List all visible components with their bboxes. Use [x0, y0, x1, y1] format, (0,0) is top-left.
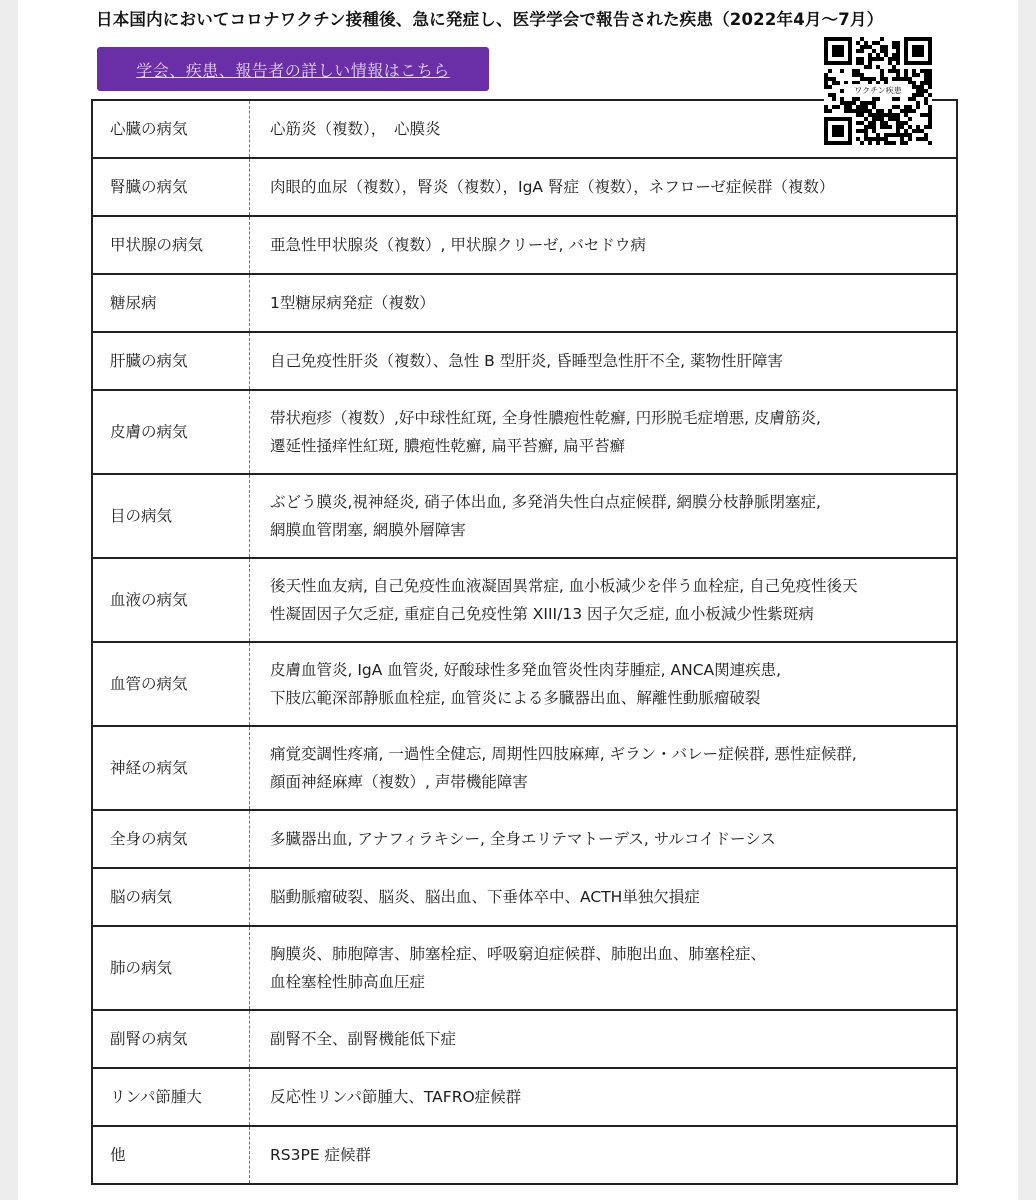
details-line: 亜急性甲状腺炎（複数）, 甲状腺クリーゼ, バセドウ病	[270, 236, 646, 254]
table-row	[92, 1010, 957, 1068]
table-row	[92, 474, 957, 558]
table-row	[92, 868, 957, 926]
table-row	[92, 558, 957, 642]
details-line: 性凝固因子欠乏症, 重症自己免疫性第 XIII/13 因子欠乏症, 血小板減少性紫斑病	[270, 605, 814, 623]
details-line: 網膜血管閉塞, 網膜外層障害	[270, 521, 466, 539]
details-cell	[250, 1068, 958, 1126]
details-cell	[250, 332, 958, 390]
details-line: 心筋炎（複数）， 心膜炎	[270, 120, 441, 138]
details-line: 反応性リンパ節腫大、TAFRO症候群	[270, 1088, 522, 1106]
table-row	[92, 274, 957, 332]
category-cell: 全身の病気	[92, 810, 250, 868]
category-cell: 血液の病気	[92, 558, 250, 642]
details-line: 顔面神経麻痺（複数）, 声帯機能障害	[270, 773, 528, 791]
table-row	[92, 1068, 957, 1126]
table-row	[92, 390, 957, 474]
details-cell	[250, 474, 958, 558]
details-line: 肉眼的血尿（複数），腎炎（複数），IgA 腎症（複数），ネフローゼ症候群（複数）	[270, 178, 835, 196]
details-line: RS3PE 症候群	[270, 1146, 372, 1164]
details-cell	[250, 926, 958, 1010]
details-cell	[250, 158, 958, 216]
details-cell	[250, 216, 958, 274]
category-cell: 副腎の病気	[92, 1010, 250, 1068]
details-cell	[250, 1126, 958, 1184]
table-row	[92, 216, 957, 274]
category-cell: リンパ節腫大	[92, 1068, 250, 1126]
page-title: 日本国内においてコロナワクチン接種後、急に発症し、医学学会で報告された疾患（2022年4月〜7月）	[96, 10, 884, 29]
qr-code[interactable]	[824, 37, 932, 145]
details-line: 痛覚変調性疼痛, 一過性全健忘, 周期性四肢麻痺, ギラン・バレー症候群, 悪性症候群,	[270, 745, 857, 763]
category-cell: 目の病気	[92, 474, 250, 558]
table-row	[92, 810, 957, 868]
details-line: 下肢広範深部静脈血栓症, 血管炎による多臓器出血、解離性動脈瘤破裂	[270, 689, 761, 707]
details-cell	[250, 642, 958, 726]
details-line: ぶどう膜炎,視神経炎, 硝子体出血, 多発消失性白点症候群, 網膜分枝静脈閉塞症,	[270, 493, 821, 511]
qr-label: ワクチン疾患	[844, 84, 912, 97]
category-cell: 糖尿病	[92, 274, 250, 332]
details-line: 血栓塞栓性肺高血圧症	[270, 973, 426, 991]
details-line: 遷延性掻痒性紅斑, 膿疱性乾癬, 扁平苔癬, 扁平苔癬	[270, 437, 626, 455]
category-cell: 皮膚の病気	[92, 390, 250, 474]
category-cell: 甲状腺の病気	[92, 216, 250, 274]
details-cell	[250, 726, 958, 810]
details-cell	[250, 558, 958, 642]
details-line: 脳動脈瘤破裂、脳炎、脳出血、下垂体卒中、ACTH単独欠損症	[270, 888, 700, 906]
details-line: 副腎不全、副腎機能低下症	[270, 1030, 457, 1048]
details-cell	[250, 810, 958, 868]
details-line: 帯状疱疹（複数）,好中球性紅斑, 全身性膿疱性乾癬, 円形脱毛症増悪, 皮膚筋炎,	[270, 409, 821, 427]
category-cell: 腎臓の病気	[92, 158, 250, 216]
category-cell: 他	[92, 1126, 250, 1184]
details-line: 皮膚血管炎, IgA 血管炎, 好酸球性多発血管炎性肉芽腫症, ANCA関連疾患,	[270, 661, 782, 679]
category-cell: 脳の病気	[92, 868, 250, 926]
details-cell	[250, 274, 958, 332]
disease-table	[91, 99, 958, 1185]
details-line: 多臓器出血, アナフィラキシー, 全身エリテマトーデス, サルコイドーシス	[270, 830, 776, 848]
details-line: 自己免疫性肝炎（複数）、急性 B 型肝炎, 昏睡型急性肝不全, 薬物性肝障害	[270, 352, 783, 370]
details-line: 1型糖尿病発症（複数）	[270, 294, 435, 312]
table-row	[92, 332, 957, 390]
details-line: 後天性血友病, 自己免疫性血液凝固異常症, 血小板減少を伴う血栓症, 自己免疫性後天	[270, 577, 858, 595]
details-line: 胸膜炎、肺胞障害、肺塞栓症、呼吸窮迫症候群、肺胞出血、肺塞栓症、	[270, 945, 767, 963]
category-cell: 血管の病気	[92, 642, 250, 726]
category-cell: 肝臓の病気	[92, 332, 250, 390]
category-cell: 肺の病気	[92, 926, 250, 1010]
details-link-label[interactable]: 学会、疾患、報告者の詳しい情報はこちら	[136, 60, 450, 80]
details-cell	[250, 868, 958, 926]
table-row	[92, 1126, 957, 1184]
table-row	[92, 158, 957, 216]
details-link-button[interactable]	[97, 47, 489, 91]
table-row	[92, 726, 957, 810]
category-cell: 心臓の病気	[92, 100, 250, 158]
table-row	[92, 642, 957, 726]
details-cell	[250, 1010, 958, 1068]
details-cell	[250, 390, 958, 474]
category-cell: 神経の病気	[92, 726, 250, 810]
table-row	[92, 926, 957, 1010]
